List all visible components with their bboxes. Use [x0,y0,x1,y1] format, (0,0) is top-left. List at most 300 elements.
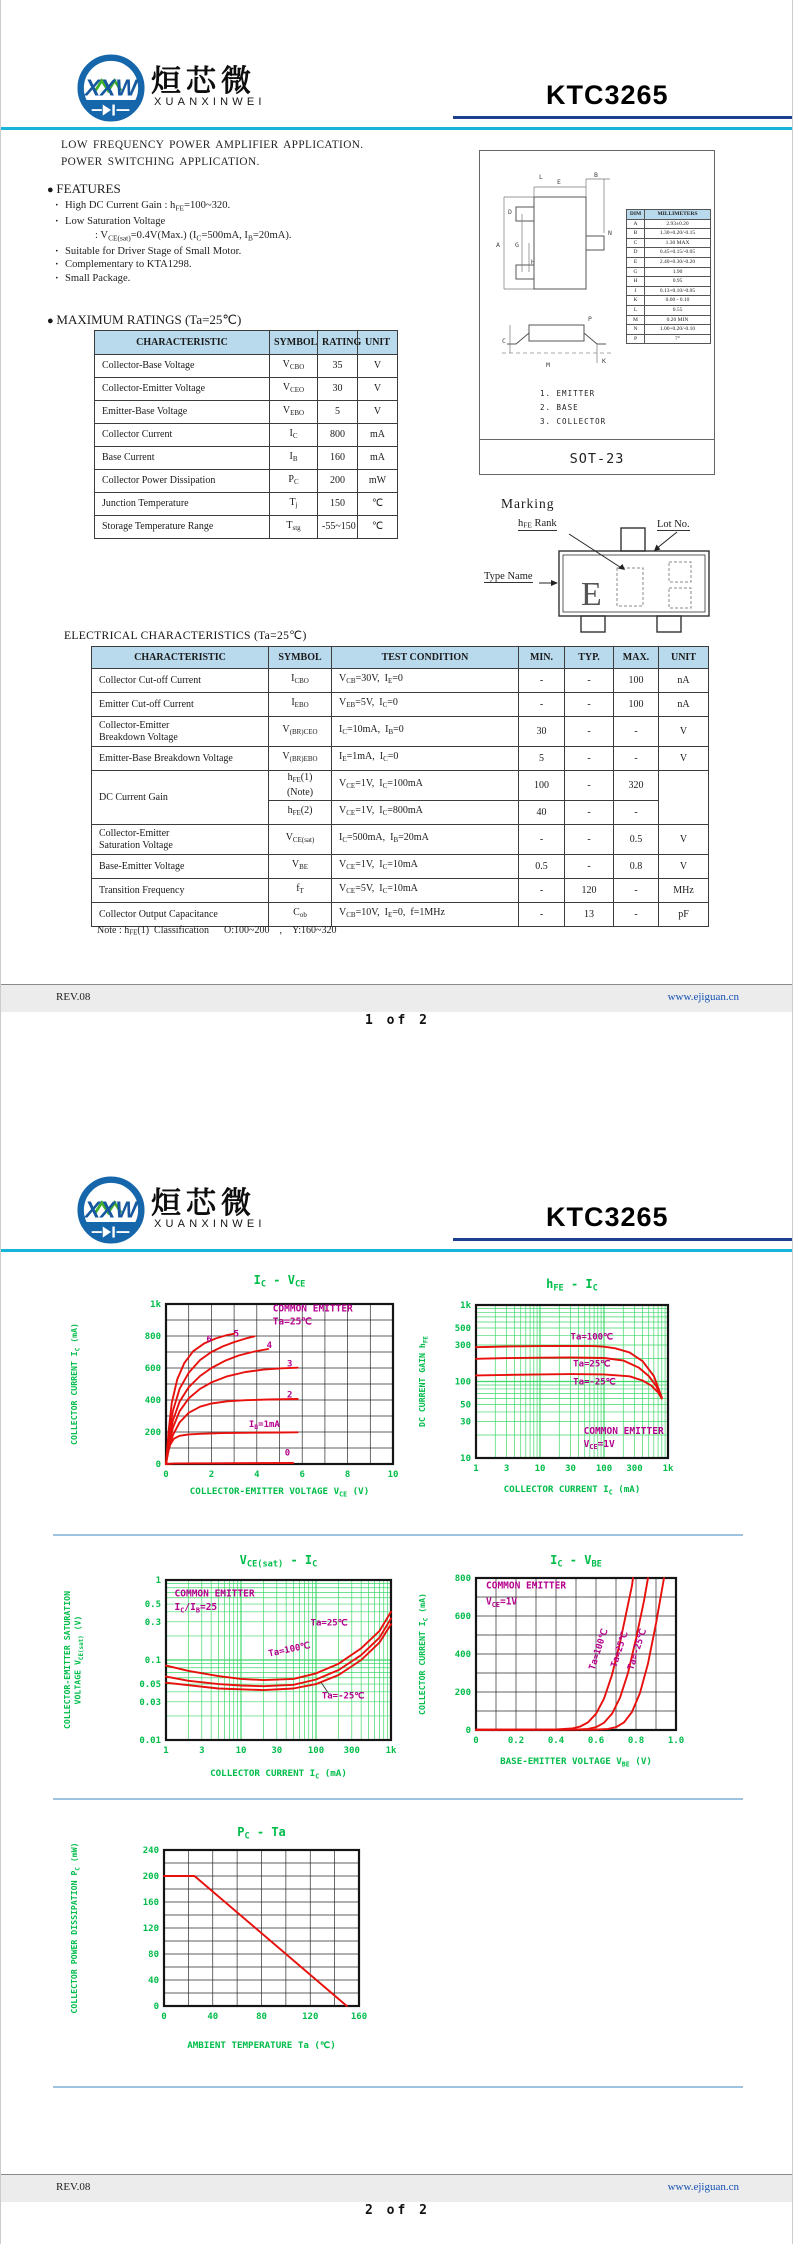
svg-text:Ta=-25℃: Ta=-25℃ [573,1377,616,1388]
svg-text:2: 2 [208,1470,215,1480]
svg-text:0.4: 0.4 [547,1736,565,1746]
cell: $V_{CE}=1V$, $I_C=10mA$ [332,855,519,879]
cell: nA [659,669,709,693]
brand-name-en: XUANXINWEI [154,96,266,108]
cell: V [659,825,709,855]
cell: nA [659,693,709,717]
series-IB=2mA [166,1399,298,1464]
cell: $V_{CB}=10V$, $I_E=0$, f=1MHz [332,903,519,927]
chart-svg [409,1262,744,1504]
chart-ic-vbe [409,1548,744,1788]
svg-text:3: 3 [503,1464,510,1474]
svg-text:COLLECTOR CURRENT IC (mA): COLLECTOR CURRENT $I_C$ (mA) [210,1768,347,1781]
svg-text:XXW: XXW [84,1196,138,1223]
feature-item: · Low Saturation Voltage [51,215,391,229]
cell: V [659,717,709,747]
svg-text:500: 500 [454,1324,471,1335]
svg-text:Ta=100℃: Ta=100℃ [267,1640,312,1660]
table-row [92,879,709,903]
cell: Emitter-Base Voltage [95,401,270,424]
cell: - [614,879,659,903]
cell: Collector Cut-off Current [92,669,269,693]
website-link[interactable]: www.ejiguan.cn [667,991,739,1003]
cell: - [519,903,565,927]
marking-lot-label: Lot No. [657,519,690,530]
svg-text:80: 80 [256,2012,267,2022]
cell: $V_{CE}=5V$, $I_C=10mA$ [332,879,519,903]
section-divider [53,2086,743,2088]
feature-item: · Complementary to KTA1298. [51,258,391,272]
cell: mA [358,447,398,470]
series-IB=0 [166,1463,293,1464]
cell: $V_{EB}=5V$, $I_C=0$ [332,693,519,717]
cell: D [627,248,645,258]
cell: $I_{EBO}$ [269,693,332,717]
svg-text:3: 3 [199,1746,205,1756]
cell: $T_j$ [270,493,318,516]
title-underline [453,116,793,119]
column-header: CHARACTERISTIC [95,331,270,355]
table-row [95,378,398,401]
cell: 100 [614,693,659,717]
svg-text:DC CURRENT GAIN hFE: DC CURRENT GAIN $h_{FE}$ [417,1336,430,1427]
svg-text:10: 10 [387,1470,399,1480]
cell: $V_{CBO}$ [270,355,318,378]
svg-text:Ta=-25℃: Ta=-25℃ [626,1627,650,1672]
svg-text:100: 100 [454,1377,471,1388]
svg-text:4: 4 [254,1470,260,1480]
header-rule [1,1249,793,1252]
svg-text:600: 600 [144,1364,161,1374]
svg-text:200: 200 [144,1428,161,1438]
pin-description [540,387,606,429]
svg-text:COLLECTOR CURRENT IC (mA): COLLECTOR CURRENT $I_C$ (mA) [417,1593,430,1715]
footer-band [1,984,793,1012]
svg-text:1k: 1k [662,1464,674,1474]
cell: A [627,219,645,229]
pin-label: 2. BASE [540,403,579,412]
cell: Collector Output Capacitance [92,903,269,927]
chart-svg [61,1262,406,1504]
svg-text:3: 3 [287,1359,293,1370]
svg-text:COLLECTOR POWER DISSIPATION PC: COLLECTOR POWER DISSIPATION $P_C$ (mW) [69,1842,82,2014]
svg-text:C: C [502,337,506,345]
cell: Emitter-Base Breakdown Voltage [92,747,269,771]
chart-ic-vce [61,1262,406,1504]
cell: $V_{CEO}$ [270,378,318,401]
cell: $I_E=1mA$, $I_C=0$ [332,747,519,771]
svg-text:30: 30 [271,1746,283,1756]
svg-text:100: 100 [595,1464,613,1474]
svg-text:600: 600 [454,1612,471,1622]
cell: $V_{EBO}$ [270,401,318,424]
features-list [51,199,391,285]
svg-text:1.0: 1.0 [667,1736,685,1746]
svg-text:PC - Ta: PC - Ta [237,1825,286,1842]
application-line: LOW FREQUENCY POWER AMPLIFIER APPLICATION. [61,139,364,151]
cell: $I_{CBO}$ [269,669,332,693]
svg-text:1k: 1k [150,1300,161,1310]
cell: 2.93±0.20 [645,219,711,229]
cell: - [519,669,565,693]
svg-text:Ta=100℃: Ta=100℃ [587,1627,611,1672]
svg-text:0: 0 [153,2002,159,2012]
series-Ta=100℃ [476,1346,662,1397]
cell: - [565,855,614,879]
chart-vcesat-ic [61,1548,406,1788]
footer-band [1,2174,793,2202]
svg-text:H: H [531,258,535,266]
svg-text:IC/IB=25: $I_C/I_B=25$ [174,1602,218,1615]
svg-text:800: 800 [454,1574,471,1584]
table-row [92,771,709,801]
marking-heading: Marking [501,496,555,511]
brand-name-cn: 烜芯微 [151,64,256,99]
cell: J [627,286,645,296]
column-header: RATING [318,331,358,355]
column-header: SYMBOL [269,647,332,669]
cell: Collector Current [95,424,270,447]
cell: 320 [614,771,659,801]
cell: P [627,334,645,344]
table-row [95,447,398,470]
cell: $C_{ob}$ [269,903,332,927]
package-drawing [484,167,624,422]
feature-item: · High DC Current Gain : $h_{FE}=100\sim 320$. [51,199,391,215]
cell: $V_{CE(sat)}$ [269,825,332,855]
svg-text:160: 160 [350,2012,368,2022]
svg-text:40: 40 [207,2012,219,2022]
cell: - [565,747,614,771]
cell: Base-Emitter Voltage [92,855,269,879]
cell: $I_B$ [270,447,318,470]
cell: 100 [614,669,659,693]
cell: 35 [318,355,358,378]
cell: $V_{CE}=1V$, $I_C=800mA$ [332,801,519,825]
svg-text:L: L [539,173,543,181]
cell: Storage Temperature Range [95,516,270,539]
cell: 800 [318,424,358,447]
svg-text:COMMON EMITTER: COMMON EMITTER [486,1580,567,1592]
cell: - [565,717,614,747]
cell: K [627,296,645,306]
svg-text:COMMON EMITTER: COMMON EMITTER [583,1426,664,1438]
svg-text:0: 0 [155,1460,161,1470]
svg-text:80: 80 [148,1950,159,1960]
svg-text:0: 0 [473,1736,479,1746]
table-row [92,903,709,927]
svg-text:K: K [602,357,606,365]
cell: E [627,257,645,267]
table-header-row [627,210,711,220]
svg-text:hFE - IC: hFE - IC [546,1277,598,1294]
marking-rank-label: $h_{FE}$ Rank [518,518,557,530]
cell: - [565,669,614,693]
svg-text:0.03: 0.03 [139,1697,161,1708]
feature-item: · Small Package. [51,272,391,286]
cell: DC Current Gain [92,771,269,825]
svg-text:Ta=25℃: Ta=25℃ [310,1618,348,1629]
table-row [95,470,398,493]
application-text [61,137,461,171]
cell: Transition Frequency [92,879,269,903]
chart-svg [61,1548,406,1788]
table-row [92,669,709,693]
cell: Base Current [95,447,270,470]
cell: 13 [565,903,614,927]
cell: 5 [519,747,565,771]
cell: $P_C$ [270,470,318,493]
svg-text:COLLECTOR-EMITTER SATURATION: COLLECTOR-EMITTER SATURATION [62,1590,72,1730]
svg-text:1: 1 [473,1464,479,1474]
table-row [627,305,711,315]
cell: $V_{CB}=30V$, $I_E=0$ [332,669,519,693]
cell: - [614,903,659,927]
package-name: SOT-23 [569,451,625,467]
svg-text:40: 40 [148,1976,159,1986]
column-header: DIM [627,210,645,220]
column-header: TEST CONDITION [332,647,519,669]
svg-text:COLLECTOR CURRENT IC (mA): COLLECTOR CURRENT $I_C$ (mA) [69,1323,82,1445]
brand-logo-icon [77,54,145,122]
brand-name-en: XUANXINWEI [154,1218,266,1230]
cell: 40 [519,801,565,825]
cell: Collector Power Dissipation [95,470,270,493]
svg-text:1k: 1k [460,1301,471,1311]
cell: - [614,747,659,771]
cell: - [565,801,614,825]
cell: H [627,277,645,287]
cell: 0.45+0.15/-0.05 [645,248,711,258]
svg-text:XXW: XXW [84,74,138,101]
svg-text:0: 0 [465,1726,471,1736]
cell: 2.40+0.30/-0.20 [645,257,711,267]
cell: V [659,747,709,771]
svg-text:50: 50 [460,1400,471,1411]
cell: Collector-Base Voltage [95,355,270,378]
svg-text:VCE=1V: $V_{CE}=1V$ [583,1438,615,1452]
column-header: SYMBOL [270,331,318,355]
column-header: UNIT [358,331,398,355]
svg-text:300: 300 [454,1341,471,1352]
svg-text:Ta=25℃: Ta=25℃ [609,1630,631,1669]
cell: 200 [318,470,358,493]
svg-text:300: 300 [343,1746,360,1756]
svg-text:120: 120 [302,2012,319,2022]
table-row [627,315,711,325]
table-row [627,277,711,287]
section-divider [53,1534,743,1536]
cell: 5 [318,401,358,424]
column-header: MILLIMETERS [645,210,711,220]
svg-text:IC - VBE: IC - VBE [550,1553,602,1570]
cell: V [659,855,709,879]
svg-text:0.6: 0.6 [587,1736,605,1746]
svg-text:0.2: 0.2 [507,1736,525,1746]
marking-diagram [489,516,789,636]
brand-logo-icon [77,1176,145,1244]
cell: M [627,315,645,325]
application-line: POWER SWITCHING APPLICATION. [61,156,260,168]
table-row [627,286,711,296]
cell: 1.00+0.20/-0.10 [645,325,711,335]
svg-text:Ta=100℃: Ta=100℃ [570,1332,614,1343]
cell: Collector-Emitter Breakdown Voltage [92,717,269,747]
series-Ta=-25℃ [476,1374,662,1398]
svg-text:0.3: 0.3 [144,1617,161,1628]
package-outline-box [479,150,715,475]
svg-text:300: 300 [626,1464,643,1474]
cell: 1.30 MAX [645,238,711,248]
column-header: UNIT [659,647,709,669]
cell: 1.90 [645,267,711,277]
package-dimension-table [626,209,711,344]
table-row [627,238,711,248]
cell: - [519,825,565,855]
svg-text:COLLECTOR CURRENT IC (mA): COLLECTOR CURRENT $I_C$ (mA) [503,1484,641,1497]
cell: Collector-Emitter Saturation Voltage [92,825,269,855]
svg-text:IC - VCE: IC - VCE [253,1273,306,1290]
electrical-note: Note : $h_{FE}(1)$ Classification O:100~200 , Y:160~320 [97,925,337,937]
table-row [92,747,709,771]
svg-text:BASE-EMITTER VOLTAGE VBE (V): BASE-EMITTER VOLTAGE $V_{BE}$ (V) [500,1756,652,1769]
table-row [92,693,709,717]
cell: N [627,325,645,335]
svg-text:4: 4 [266,1340,272,1351]
svg-text:VCE=1V: $V_{CE}=1V$ [486,1596,518,1609]
svg-text:G: G [515,241,519,249]
svg-text:IB=1mA: $I_B=1mA$ [248,1419,280,1432]
svg-text:0.01: 0.01 [139,1736,161,1746]
column-header: MAX. [614,647,659,669]
svg-text:1k: 1k [385,1746,397,1756]
svg-text:120: 120 [142,1924,159,1934]
table-row [92,855,709,879]
cell: $V_{BE}$ [269,855,332,879]
chart-hfe-ic [409,1262,744,1504]
cell: - [565,825,614,855]
table-row [627,325,711,335]
svg-text:200: 200 [142,1872,159,1882]
package-box-divider [480,439,714,440]
svg-text:D: D [508,208,512,216]
table-header-row [92,647,709,669]
marking-type-label: Type Name [484,571,533,582]
pin-label: 3. COLLECTOR [540,417,607,426]
marking-type-code: E [581,576,602,613]
cell: 150 [318,493,358,516]
table-row [95,355,398,378]
cell: G [627,267,645,277]
cell: 0.95 [645,277,711,287]
table-row [95,493,398,516]
website-link[interactable]: www.ejiguan.cn [667,2181,739,2193]
cell: -55~150 [318,516,358,539]
svg-text:240: 240 [142,1846,159,1856]
cell: 120 [565,879,614,903]
table-row [627,267,711,277]
cell: Emitter Cut-off Current [92,693,269,717]
svg-text:10: 10 [235,1746,247,1756]
svg-text:0.1: 0.1 [144,1656,161,1666]
svg-text:0: 0 [284,1448,291,1459]
cell: $V_{(BR)EBO}$ [269,747,332,771]
table-row [95,424,398,447]
header-rule [1,127,793,130]
chart-pc-ta [61,1812,406,2060]
table-row [627,229,711,239]
feature-item: · Suitable for Driver Stage of Small Motor. [51,245,391,259]
svg-text:COMMON EMITTER: COMMON EMITTER [272,1303,353,1315]
cell: 100 [519,771,565,801]
cell: pF [659,903,709,927]
cell: 30 [318,378,358,401]
svg-text:Ta=25℃: Ta=25℃ [272,1316,312,1328]
svg-text:M: M [546,361,550,369]
pin-label: 1. EMITTER [540,389,596,398]
cell: V [358,378,398,401]
svg-text:COLLECTOR-EMITTER VOLTAGE VCE: COLLECTOR-EMITTER VOLTAGE $V_{CE}$ (V) [189,1486,370,1499]
table-header-row [95,331,398,355]
svg-text:VCE(sat) - IC: VCE(sat) - IC [239,1553,318,1570]
series-IB=4mA [166,1349,268,1464]
svg-text:Ta=-25℃: Ta=-25℃ [321,1691,365,1702]
column-header: CHARACTERISTIC [92,647,269,669]
svg-text:10: 10 [460,1454,471,1464]
cell: - [565,771,614,801]
svg-text:2: 2 [287,1390,293,1401]
max-ratings-heading: ● MAXIMUM RATINGS (Ta=25℃) [47,312,241,328]
table-row [627,257,711,267]
revision-label: REV.08 [56,991,91,1003]
table-row [627,248,711,258]
cell: $I_C=500mA$, $I_B=20mA$ [332,825,519,855]
svg-text:AMBIENT TEMPERATURE Ta (℃): AMBIENT TEMPERATURE Ta (℃) [187,2040,336,2051]
cell: Collector-Emitter Voltage [95,378,270,401]
svg-text:COMMON EMITTER: COMMON EMITTER [174,1588,255,1600]
feature-item: : $V_{CE(sat)}=0.4V(Max.)$ ($I_C=500mA$, $I_B=20mA$). [95,229,292,243]
cell: $V_{CE}=1V$, $I_C=100mA$ [332,771,519,801]
cell: - [614,801,659,825]
cell: $T_{stg}$ [270,516,318,539]
svg-text:1: 1 [163,1746,169,1756]
chart-svg [61,1812,406,2060]
svg-text:400: 400 [144,1396,161,1406]
part-number-title: KTC3265 [546,80,669,110]
table-row [92,717,709,747]
cell: ℃ [358,516,398,539]
svg-text:B: B [594,171,598,179]
cell: $h_{FE}(2)$ [269,801,332,825]
title-underline [453,1238,793,1241]
cell: - [519,693,565,717]
chart-svg [409,1548,744,1788]
table-row [627,296,711,306]
cell: - [519,879,565,903]
svg-text:A: A [496,241,500,249]
brand-name-cn: 烜芯微 [151,1186,256,1221]
svg-text:400: 400 [454,1650,471,1660]
max-ratings-table [94,330,398,539]
cell: L [627,305,645,315]
cell: 0.5 [614,825,659,855]
svg-text:30: 30 [565,1464,576,1474]
table-row [95,401,398,424]
cell: V [358,401,398,424]
cell: 7° [645,334,711,344]
cell: V [358,355,398,378]
electrical-heading: ELECTRICAL CHARACTERISTICS (Ta=25℃) [64,629,307,642]
